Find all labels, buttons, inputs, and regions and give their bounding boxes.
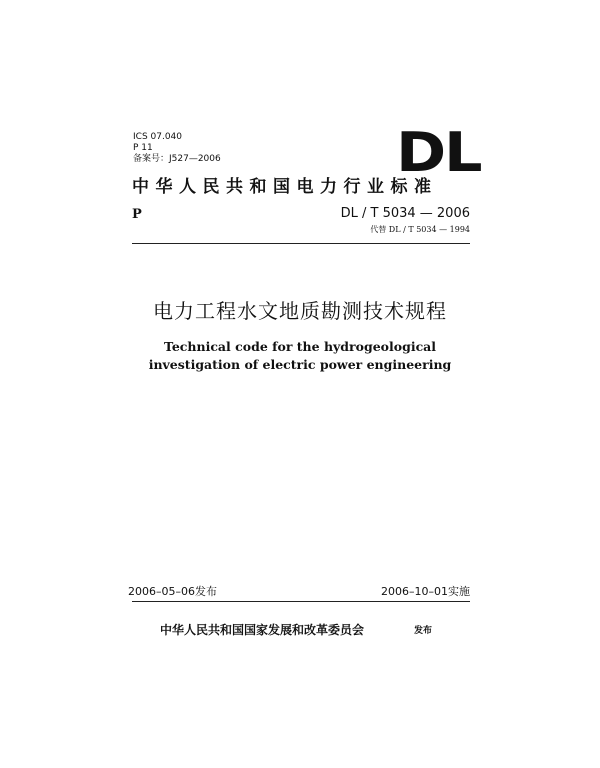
bottom-divider xyxy=(132,601,470,602)
title-english-line2: investigation of electric power engineering xyxy=(148,357,452,372)
implementation-date: 2006–10–01实施 xyxy=(381,585,470,598)
record-number: 备案号：J527—2006 xyxy=(133,154,221,164)
dl-logo: DL xyxy=(396,121,481,184)
issue-date: 2006–05–06发布 xyxy=(128,585,217,598)
publisher-name: 中华人民共和国国家发展和改革委员会 xyxy=(160,623,365,637)
publisher-suffix: 发布 xyxy=(414,626,433,636)
category-letter: P xyxy=(132,207,142,222)
top-divider xyxy=(132,243,470,244)
ics-code: ICS 07.040 xyxy=(133,132,183,142)
standard-type-heading: 中华人民共和国电力行业标准 xyxy=(132,177,438,197)
replaces-note: 代替 DL / T 5034 — 1994 xyxy=(370,225,470,234)
title-chinese: 电力工程水文地质勘测技术规程 xyxy=(153,299,447,323)
title-english-line1: Technical code for the hydrogeological xyxy=(163,339,437,354)
standard-number: DL / T 5034 — 2006 xyxy=(340,206,470,221)
classification-code: P 11 xyxy=(133,143,153,153)
